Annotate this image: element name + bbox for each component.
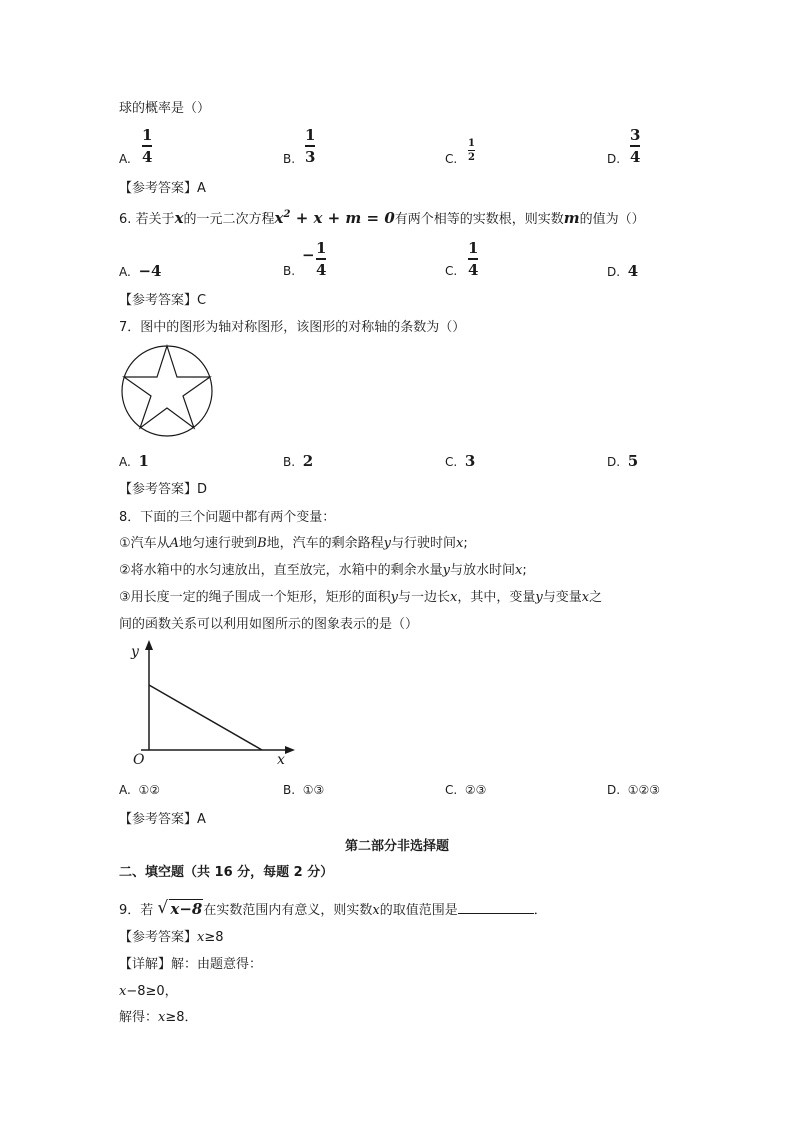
- q9-step-2: 解得：x≥8．: [119, 1010, 198, 1025]
- q8-item-3: ③用长度一定的绳子围成一个矩形，矩形的面积y与一边长x，其中，变量y与变量x之: [119, 590, 603, 605]
- q7-option-a[interactable]: A. 1: [119, 452, 149, 470]
- q5-option-b[interactable]: B.: [283, 152, 296, 166]
- q8-item-2: ②将水箱中的水匀速放出，直至放完，水箱中的剩余水量y与放水时间x;: [119, 563, 527, 578]
- q7-option-c[interactable]: C. 3: [445, 452, 476, 470]
- q8-line-4: 间的函数关系可以利用如图所示的图象表示的是（）: [119, 617, 419, 632]
- q6-option-a[interactable]: A. −4: [119, 262, 162, 280]
- q6-option-b-fraction: 1 4: [316, 239, 327, 279]
- q8-option-d[interactable]: D. ①②③: [607, 783, 660, 797]
- q9-detail: 【详解】解：由题意得：: [119, 957, 263, 972]
- q7-stem: 7．图中的图形为轴对称图形，该图形的对称轴的条数为（）: [119, 320, 466, 335]
- q6-option-c[interactable]: C.: [445, 264, 458, 278]
- q8-graph-y-arrow: [145, 640, 153, 650]
- q8-graph-y-label: y: [131, 644, 139, 660]
- q5-option-d[interactable]: D.: [607, 152, 621, 166]
- q8-graph-decreasing-line: [149, 685, 262, 750]
- q6-option-b[interactable]: B.: [283, 264, 296, 278]
- q9-stem: 9．若 √ x−8在实数范围内有意义，则实数x的取值范围是 ．: [119, 898, 547, 918]
- q5-option-c[interactable]: C.: [445, 152, 458, 166]
- q6-equation: $x^2 + x + m = 0$: [274, 209, 395, 227]
- q6-option-b-sign: −: [302, 246, 315, 264]
- q6-option-d[interactable]: D. 4: [607, 262, 639, 280]
- q8-graph-x-arrow: [285, 746, 295, 754]
- q8-option-c[interactable]: C. ②③: [445, 783, 487, 797]
- q8-item-1: ①汽车从A地匀速行驶到B地，汽车的剩余路程y与行驶时间x;: [119, 536, 468, 551]
- q8-option-a[interactable]: A. ①②: [119, 783, 160, 797]
- q8-graph: [125, 638, 300, 768]
- q5-option-d-fraction: 3 4: [630, 126, 641, 166]
- q7-circle: [122, 346, 212, 436]
- q7-option-d[interactable]: D. 5: [607, 452, 639, 470]
- q8-option-b[interactable]: B. ①③: [283, 783, 325, 797]
- section2-title: 二、填空题（共 16 分，每题 2 分）: [119, 865, 334, 880]
- q8-graph-origin-label: O: [133, 752, 145, 768]
- q6-answer: 【参考答案】C: [119, 293, 207, 308]
- q5-option-c-fraction: 1 2: [468, 138, 475, 163]
- q8-stem: 8．下面的三个问题中都有两个变量：: [119, 510, 336, 525]
- q7-answer: 【参考答案】D: [119, 482, 208, 497]
- q9-step-1: x−8≥0，: [119, 984, 178, 999]
- q9-answer-blank[interactable]: [458, 902, 534, 914]
- q6-stem: 6. 若关于x的一元二次方程$x^2 + x + m = 0$有两个相等的实数根，则实数m的值为（）: [119, 209, 645, 227]
- q5-option-b-fraction: 1 3: [305, 126, 316, 166]
- q5-stem-tail: 球的概率是（）: [119, 101, 211, 116]
- q7-star-in-circle-figure: [118, 344, 216, 438]
- q8-graph-x-label: x: [277, 752, 285, 768]
- q8-answer: 【参考答案】A: [119, 812, 206, 827]
- q6-option-c-fraction: 1 4: [468, 239, 479, 279]
- q5-option-a-fraction: 1 4: [142, 126, 153, 166]
- q5-option-a[interactable]: A.: [119, 152, 131, 166]
- part2-title: 第二部分非选择题: [344, 839, 449, 854]
- q5-answer: 【参考答案】A: [119, 181, 206, 196]
- q9-sqrt-expression: √ x−8: [157, 898, 203, 918]
- q7-option-b[interactable]: B. 2: [283, 452, 314, 470]
- q9-answer: 【参考答案】x≥8: [119, 930, 224, 945]
